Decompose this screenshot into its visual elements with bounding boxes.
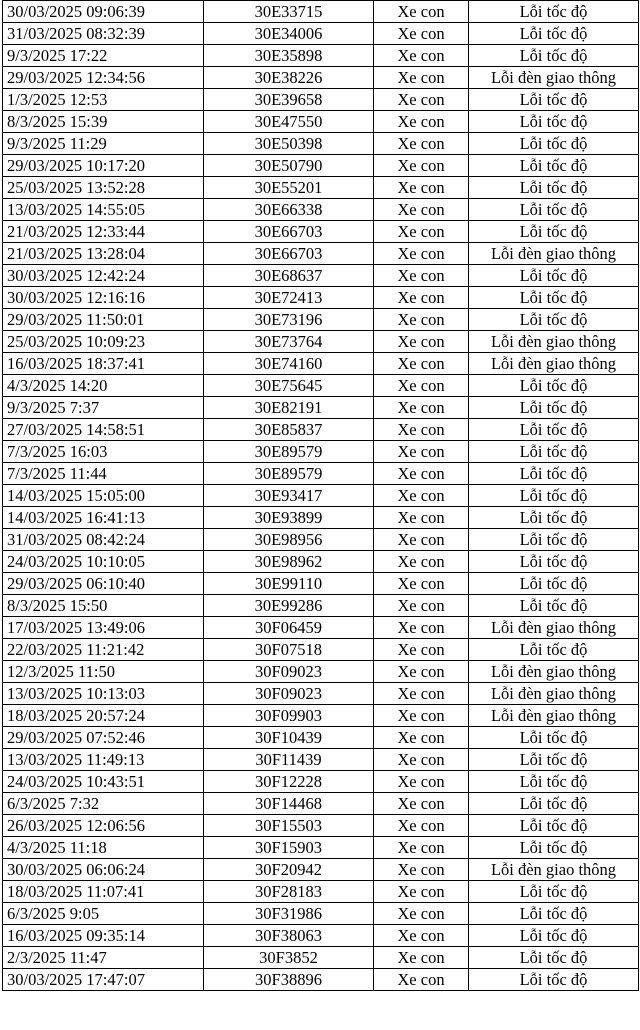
violation-time-cell: 2/3/2025 11:47 [3, 947, 204, 969]
license-plate-cell: 30F07518 [204, 639, 374, 661]
table-row [3, 419, 639, 441]
table-row [3, 969, 639, 991]
violation-type-cell: Lỗi đèn giao thông [469, 683, 639, 705]
table-row [3, 793, 639, 815]
table-row [3, 727, 639, 749]
violation-time-cell: 7/3/2025 16:03 [3, 441, 204, 463]
violations-table [2, 0, 639, 991]
table-row [3, 243, 639, 265]
table-row [3, 771, 639, 793]
violation-time-cell: 18/03/2025 11:07:41 [3, 881, 204, 903]
license-plate-cell: 30F09023 [204, 683, 374, 705]
violation-time-cell: 14/03/2025 15:05:00 [3, 485, 204, 507]
license-plate-cell: 30F38063 [204, 925, 374, 947]
violation-type-cell: Lỗi tốc độ [469, 265, 639, 287]
violation-type-cell: Lỗi tốc độ [469, 111, 639, 133]
table-row [3, 507, 639, 529]
violation-type-cell: Lỗi đèn giao thông [469, 661, 639, 683]
violation-type-cell: Lỗi tốc độ [469, 1, 639, 23]
license-plate-cell: 30F31986 [204, 903, 374, 925]
violation-time-cell: 30/03/2025 12:42:24 [3, 265, 204, 287]
violation-time-cell: 13/03/2025 14:55:05 [3, 199, 204, 221]
violation-time-cell: 1/3/2025 12:53 [3, 89, 204, 111]
violation-time-cell: 13/03/2025 10:13:03 [3, 683, 204, 705]
license-plate-cell: 30E99110 [204, 573, 374, 595]
table-row [3, 353, 639, 375]
violation-type-cell: Lỗi tốc độ [469, 375, 639, 397]
license-plate-cell: 30E34006 [204, 23, 374, 45]
license-plate-cell: 30E68637 [204, 265, 374, 287]
vehicle-type-cell: Xe con [374, 45, 469, 67]
license-plate-cell: 30E50790 [204, 155, 374, 177]
license-plate-cell: 30E89579 [204, 463, 374, 485]
violation-type-cell: Lỗi đèn giao thông [469, 67, 639, 89]
table-row [3, 111, 639, 133]
table-row [3, 133, 639, 155]
vehicle-type-cell: Xe con [374, 507, 469, 529]
violation-time-cell: 17/03/2025 13:49:06 [3, 617, 204, 639]
vehicle-type-cell: Xe con [374, 1, 469, 23]
table-row [3, 837, 639, 859]
violation-time-cell: 24/03/2025 10:10:05 [3, 551, 204, 573]
table-row [3, 155, 639, 177]
violation-time-cell: 29/03/2025 10:17:20 [3, 155, 204, 177]
vehicle-type-cell: Xe con [374, 265, 469, 287]
table-row [3, 463, 639, 485]
violation-type-cell: Lỗi tốc độ [469, 485, 639, 507]
vehicle-type-cell: Xe con [374, 925, 469, 947]
violation-type-cell: Lỗi đèn giao thông [469, 859, 639, 881]
violation-type-cell: Lỗi tốc độ [469, 771, 639, 793]
violation-time-cell: 21/03/2025 12:33:44 [3, 221, 204, 243]
license-plate-cell: 30E74160 [204, 353, 374, 375]
vehicle-type-cell: Xe con [374, 331, 469, 353]
vehicle-type-cell: Xe con [374, 397, 469, 419]
vehicle-type-cell: Xe con [374, 221, 469, 243]
table-row [3, 881, 639, 903]
license-plate-cell: 30E38226 [204, 67, 374, 89]
table-row [3, 925, 639, 947]
vehicle-type-cell: Xe con [374, 375, 469, 397]
vehicle-type-cell: Xe con [374, 485, 469, 507]
license-plate-cell: 30F15503 [204, 815, 374, 837]
violation-type-cell: Lỗi tốc độ [469, 837, 639, 859]
license-plate-cell: 30F12228 [204, 771, 374, 793]
license-plate-cell: 30E82191 [204, 397, 374, 419]
license-plate-cell: 30F06459 [204, 617, 374, 639]
violation-time-cell: 31/03/2025 08:32:39 [3, 23, 204, 45]
vehicle-type-cell: Xe con [374, 947, 469, 969]
table-row [3, 375, 639, 397]
vehicle-type-cell: Xe con [374, 441, 469, 463]
violation-type-cell: Lỗi tốc độ [469, 155, 639, 177]
violation-time-cell: 14/03/2025 16:41:13 [3, 507, 204, 529]
vehicle-type-cell: Xe con [374, 353, 469, 375]
table-row [3, 903, 639, 925]
violation-type-cell: Lỗi tốc độ [469, 133, 639, 155]
vehicle-type-cell: Xe con [374, 969, 469, 991]
violation-time-cell: 6/3/2025 7:32 [3, 793, 204, 815]
violation-time-cell: 30/03/2025 17:47:07 [3, 969, 204, 991]
table-row [3, 309, 639, 331]
table-row [3, 441, 639, 463]
license-plate-cell: 30E93899 [204, 507, 374, 529]
violation-type-cell: Lỗi tốc độ [469, 925, 639, 947]
violation-type-cell: Lỗi tốc độ [469, 89, 639, 111]
table-row [3, 859, 639, 881]
violation-type-cell: Lỗi tốc độ [469, 221, 639, 243]
violation-type-cell: Lỗi tốc độ [469, 727, 639, 749]
license-plate-cell: 30E66703 [204, 243, 374, 265]
vehicle-type-cell: Xe con [374, 287, 469, 309]
violation-type-cell: Lỗi tốc độ [469, 309, 639, 331]
license-plate-cell: 30E89579 [204, 441, 374, 463]
violation-time-cell: 16/03/2025 09:35:14 [3, 925, 204, 947]
vehicle-type-cell: Xe con [374, 793, 469, 815]
license-plate-cell: 30F09023 [204, 661, 374, 683]
table-row [3, 617, 639, 639]
violation-type-cell: Lỗi tốc độ [469, 639, 639, 661]
violation-time-cell: 25/03/2025 10:09:23 [3, 331, 204, 353]
violation-type-cell: Lỗi tốc độ [469, 441, 639, 463]
violation-type-cell: Lỗi tốc độ [469, 903, 639, 925]
license-plate-cell: 30E73196 [204, 309, 374, 331]
table-row [3, 573, 639, 595]
violation-type-cell: Lỗi tốc độ [469, 815, 639, 837]
vehicle-type-cell: Xe con [374, 639, 469, 661]
license-plate-cell: 30F3852 [204, 947, 374, 969]
license-plate-cell: 30E73764 [204, 331, 374, 353]
table-row [3, 89, 639, 111]
license-plate-cell: 30E55201 [204, 177, 374, 199]
license-plate-cell: 30E35898 [204, 45, 374, 67]
vehicle-type-cell: Xe con [374, 771, 469, 793]
violation-time-cell: 22/03/2025 11:21:42 [3, 639, 204, 661]
violation-type-cell: Lỗi đèn giao thông [469, 331, 639, 353]
violation-time-cell: 4/3/2025 11:18 [3, 837, 204, 859]
license-plate-cell: 30E39658 [204, 89, 374, 111]
violation-type-cell: Lỗi tốc độ [469, 507, 639, 529]
table-row [3, 749, 639, 771]
license-plate-cell: 30F20942 [204, 859, 374, 881]
vehicle-type-cell: Xe con [374, 23, 469, 45]
vehicle-type-cell: Xe con [374, 111, 469, 133]
license-plate-cell: 30E72413 [204, 287, 374, 309]
license-plate-cell: 30F14468 [204, 793, 374, 815]
vehicle-type-cell: Xe con [374, 881, 469, 903]
vehicle-type-cell: Xe con [374, 419, 469, 441]
table-row [3, 23, 639, 45]
vehicle-type-cell: Xe con [374, 705, 469, 727]
violation-type-cell: Lỗi tốc độ [469, 177, 639, 199]
violation-type-cell: Lỗi tốc độ [469, 419, 639, 441]
vehicle-type-cell: Xe con [374, 529, 469, 551]
license-plate-cell: 30E50398 [204, 133, 374, 155]
violation-time-cell: 16/03/2025 18:37:41 [3, 353, 204, 375]
violation-type-cell: Lỗi tốc độ [469, 529, 639, 551]
table-row [3, 815, 639, 837]
vehicle-type-cell: Xe con [374, 837, 469, 859]
table-row [3, 551, 639, 573]
table-row [3, 397, 639, 419]
table-row [3, 485, 639, 507]
violation-time-cell: 4/3/2025 14:20 [3, 375, 204, 397]
violation-type-cell: Lỗi tốc độ [469, 969, 639, 991]
vehicle-type-cell: Xe con [374, 199, 469, 221]
table-row [3, 177, 639, 199]
table-row [3, 67, 639, 89]
vehicle-type-cell: Xe con [374, 749, 469, 771]
vehicle-type-cell: Xe con [374, 815, 469, 837]
vehicle-type-cell: Xe con [374, 133, 469, 155]
violation-time-cell: 21/03/2025 13:28:04 [3, 243, 204, 265]
license-plate-cell: 30E75645 [204, 375, 374, 397]
violation-type-cell: Lỗi tốc độ [469, 595, 639, 617]
violation-type-cell: Lỗi tốc độ [469, 947, 639, 969]
table-row [3, 683, 639, 705]
table-row [3, 199, 639, 221]
violation-time-cell: 9/3/2025 7:37 [3, 397, 204, 419]
violation-time-cell: 30/03/2025 09:06:39 [3, 1, 204, 23]
violation-time-cell: 9/3/2025 11:29 [3, 133, 204, 155]
license-plate-cell: 30E93417 [204, 485, 374, 507]
violation-time-cell: 8/3/2025 15:39 [3, 111, 204, 133]
license-plate-cell: 30F09903 [204, 705, 374, 727]
vehicle-type-cell: Xe con [374, 243, 469, 265]
table-row [3, 45, 639, 67]
violation-type-cell: Lỗi tốc độ [469, 463, 639, 485]
vehicle-type-cell: Xe con [374, 89, 469, 111]
violation-type-cell: Lỗi đèn giao thông [469, 243, 639, 265]
license-plate-cell: 30E99286 [204, 595, 374, 617]
violation-time-cell: 25/03/2025 13:52:28 [3, 177, 204, 199]
vehicle-type-cell: Xe con [374, 617, 469, 639]
license-plate-cell: 30F15903 [204, 837, 374, 859]
license-plate-cell: 30E98962 [204, 551, 374, 573]
license-plate-cell: 30E33715 [204, 1, 374, 23]
violation-time-cell: 18/03/2025 20:57:24 [3, 705, 204, 727]
license-plate-cell: 30E98956 [204, 529, 374, 551]
table-row [3, 265, 639, 287]
vehicle-type-cell: Xe con [374, 551, 469, 573]
violation-type-cell: Lỗi tốc độ [469, 287, 639, 309]
violation-time-cell: 13/03/2025 11:49:13 [3, 749, 204, 771]
violation-time-cell: 30/03/2025 06:06:24 [3, 859, 204, 881]
violation-time-cell: 12/3/2025 11:50 [3, 661, 204, 683]
violation-time-cell: 24/03/2025 10:43:51 [3, 771, 204, 793]
license-plate-cell: 30F28183 [204, 881, 374, 903]
violation-time-cell: 30/03/2025 12:16:16 [3, 287, 204, 309]
violation-time-cell: 7/3/2025 11:44 [3, 463, 204, 485]
table-row [3, 705, 639, 727]
vehicle-type-cell: Xe con [374, 683, 469, 705]
license-plate-cell: 30F11439 [204, 749, 374, 771]
vehicle-type-cell: Xe con [374, 177, 469, 199]
violation-type-cell: Lỗi tốc độ [469, 573, 639, 595]
vehicle-type-cell: Xe con [374, 155, 469, 177]
vehicle-type-cell: Xe con [374, 859, 469, 881]
vehicle-type-cell: Xe con [374, 309, 469, 331]
violation-type-cell: Lỗi tốc độ [469, 749, 639, 771]
table-row [3, 661, 639, 683]
vehicle-type-cell: Xe con [374, 661, 469, 683]
violation-time-cell: 31/03/2025 08:42:24 [3, 529, 204, 551]
violation-time-cell: 8/3/2025 15:50 [3, 595, 204, 617]
violation-time-cell: 26/03/2025 12:06:56 [3, 815, 204, 837]
license-plate-cell: 30E85837 [204, 419, 374, 441]
table-row [3, 331, 639, 353]
violation-type-cell: Lỗi tốc độ [469, 793, 639, 815]
table-row [3, 639, 639, 661]
violation-type-cell: Lỗi đèn giao thông [469, 353, 639, 375]
violation-type-cell: Lỗi tốc độ [469, 397, 639, 419]
table-row [3, 947, 639, 969]
violation-time-cell: 9/3/2025 17:22 [3, 45, 204, 67]
violation-time-cell: 29/03/2025 12:34:56 [3, 67, 204, 89]
violation-type-cell: Lỗi tốc độ [469, 881, 639, 903]
table-row [3, 529, 639, 551]
license-plate-cell: 30E47550 [204, 111, 374, 133]
violation-time-cell: 29/03/2025 06:10:40 [3, 573, 204, 595]
violation-type-cell: Lỗi tốc độ [469, 551, 639, 573]
vehicle-type-cell: Xe con [374, 727, 469, 749]
violation-time-cell: 6/3/2025 9:05 [3, 903, 204, 925]
license-plate-cell: 30E66703 [204, 221, 374, 243]
vehicle-type-cell: Xe con [374, 67, 469, 89]
violation-time-cell: 29/03/2025 07:52:46 [3, 727, 204, 749]
vehicle-type-cell: Xe con [374, 463, 469, 485]
violation-time-cell: 29/03/2025 11:50:01 [3, 309, 204, 331]
violation-type-cell: Lỗi tốc độ [469, 199, 639, 221]
vehicle-type-cell: Xe con [374, 573, 469, 595]
license-plate-cell: 30F10439 [204, 727, 374, 749]
violation-time-cell: 27/03/2025 14:58:51 [3, 419, 204, 441]
license-plate-cell: 30F38896 [204, 969, 374, 991]
violations-table-body [3, 1, 639, 991]
violation-type-cell: Lỗi tốc độ [469, 45, 639, 67]
table-row [3, 1, 639, 23]
vehicle-type-cell: Xe con [374, 903, 469, 925]
violation-type-cell: Lỗi đèn giao thông [469, 617, 639, 639]
license-plate-cell: 30E66338 [204, 199, 374, 221]
vehicle-type-cell: Xe con [374, 595, 469, 617]
violation-type-cell: Lỗi đèn giao thông [469, 705, 639, 727]
table-row [3, 287, 639, 309]
table-row [3, 595, 639, 617]
violation-type-cell: Lỗi tốc độ [469, 23, 639, 45]
table-row [3, 221, 639, 243]
